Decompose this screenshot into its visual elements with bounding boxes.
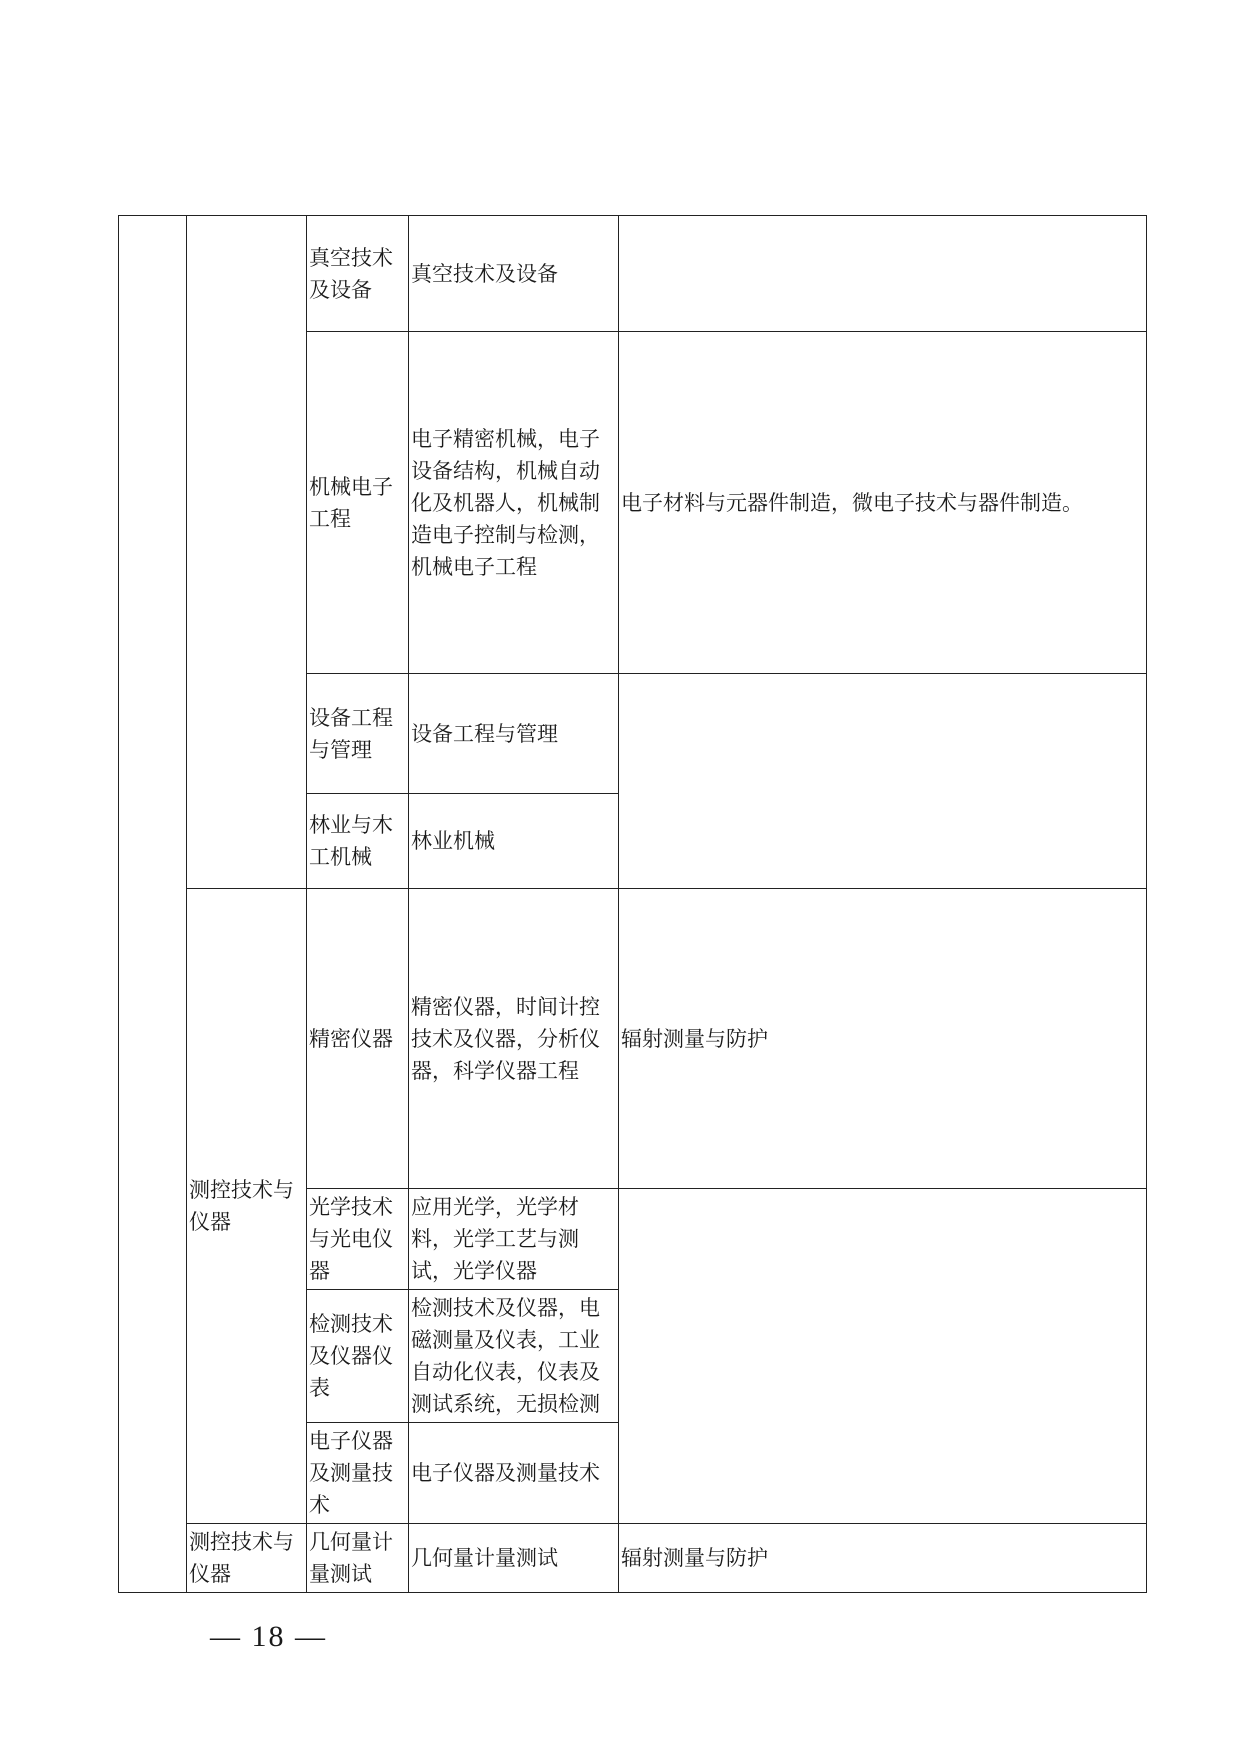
- former-major-cell: 应用光学，光学材料，光学工艺与测试，光学仪器: [409, 1189, 619, 1290]
- sub-major-cell: 林业与木工机械: [307, 794, 409, 889]
- sub-major-cell: 几何量计量测试: [307, 1524, 409, 1593]
- table-row: [119, 216, 1147, 332]
- related-major-cell-empty: [619, 674, 1147, 889]
- former-major-cell: 设备工程与管理: [409, 674, 619, 794]
- sub-major-cell: 真空技术及设备: [307, 216, 409, 332]
- sub-major-cell: 精密仪器: [307, 889, 409, 1189]
- sub-major-cell: 设备工程与管理: [307, 674, 409, 794]
- sub-major-cell: 电子仪器及测量技术: [307, 1423, 409, 1524]
- related-major-cell: 辐射测量与防护: [619, 1524, 1147, 1593]
- former-major-cell: 几何量计量测试: [409, 1524, 619, 1593]
- sub-major-cell: 机械电子工程: [307, 332, 409, 674]
- sub-major-cell: 检测技术及仪器仪表: [307, 1290, 409, 1423]
- page-number: — 18 —: [210, 1620, 327, 1653]
- former-major-cell: 林业机械: [409, 794, 619, 889]
- table-row: [119, 889, 1147, 1189]
- related-major-cell: 电子材料与元器件制造，微电子技术与器件制造。: [619, 332, 1147, 674]
- category-cell: 测控技术与仪器: [187, 1524, 307, 1593]
- former-major-cell: 电子精密机械，电子设备结构，机械自动化及机器人，机械制造电子控制与检测，机械电子工程: [409, 332, 619, 674]
- majors-table: [118, 215, 1147, 1593]
- sub-major-cell: 光学技术与光电仪器: [307, 1189, 409, 1290]
- related-major-cell-empty: [619, 1189, 1147, 1524]
- related-major-cell: [619, 216, 1147, 332]
- discipline-cell: [119, 216, 187, 1593]
- former-major-cell: 电子仪器及测量技术: [409, 1423, 619, 1524]
- table-row: [119, 1524, 1147, 1593]
- category-cell: 测控技术与仪器: [187, 889, 307, 1524]
- category-cell-empty: [187, 216, 307, 889]
- related-major-cell: 辐射测量与防护: [619, 889, 1147, 1189]
- former-major-cell: 真空技术及设备: [409, 216, 619, 332]
- former-major-cell: 检测技术及仪器，电磁测量及仪表，工业自动化仪表，仪表及测试系统，无损检测: [409, 1290, 619, 1423]
- former-major-cell: 精密仪器，时间计控技术及仪器，分析仪器，科学仪器工程: [409, 889, 619, 1189]
